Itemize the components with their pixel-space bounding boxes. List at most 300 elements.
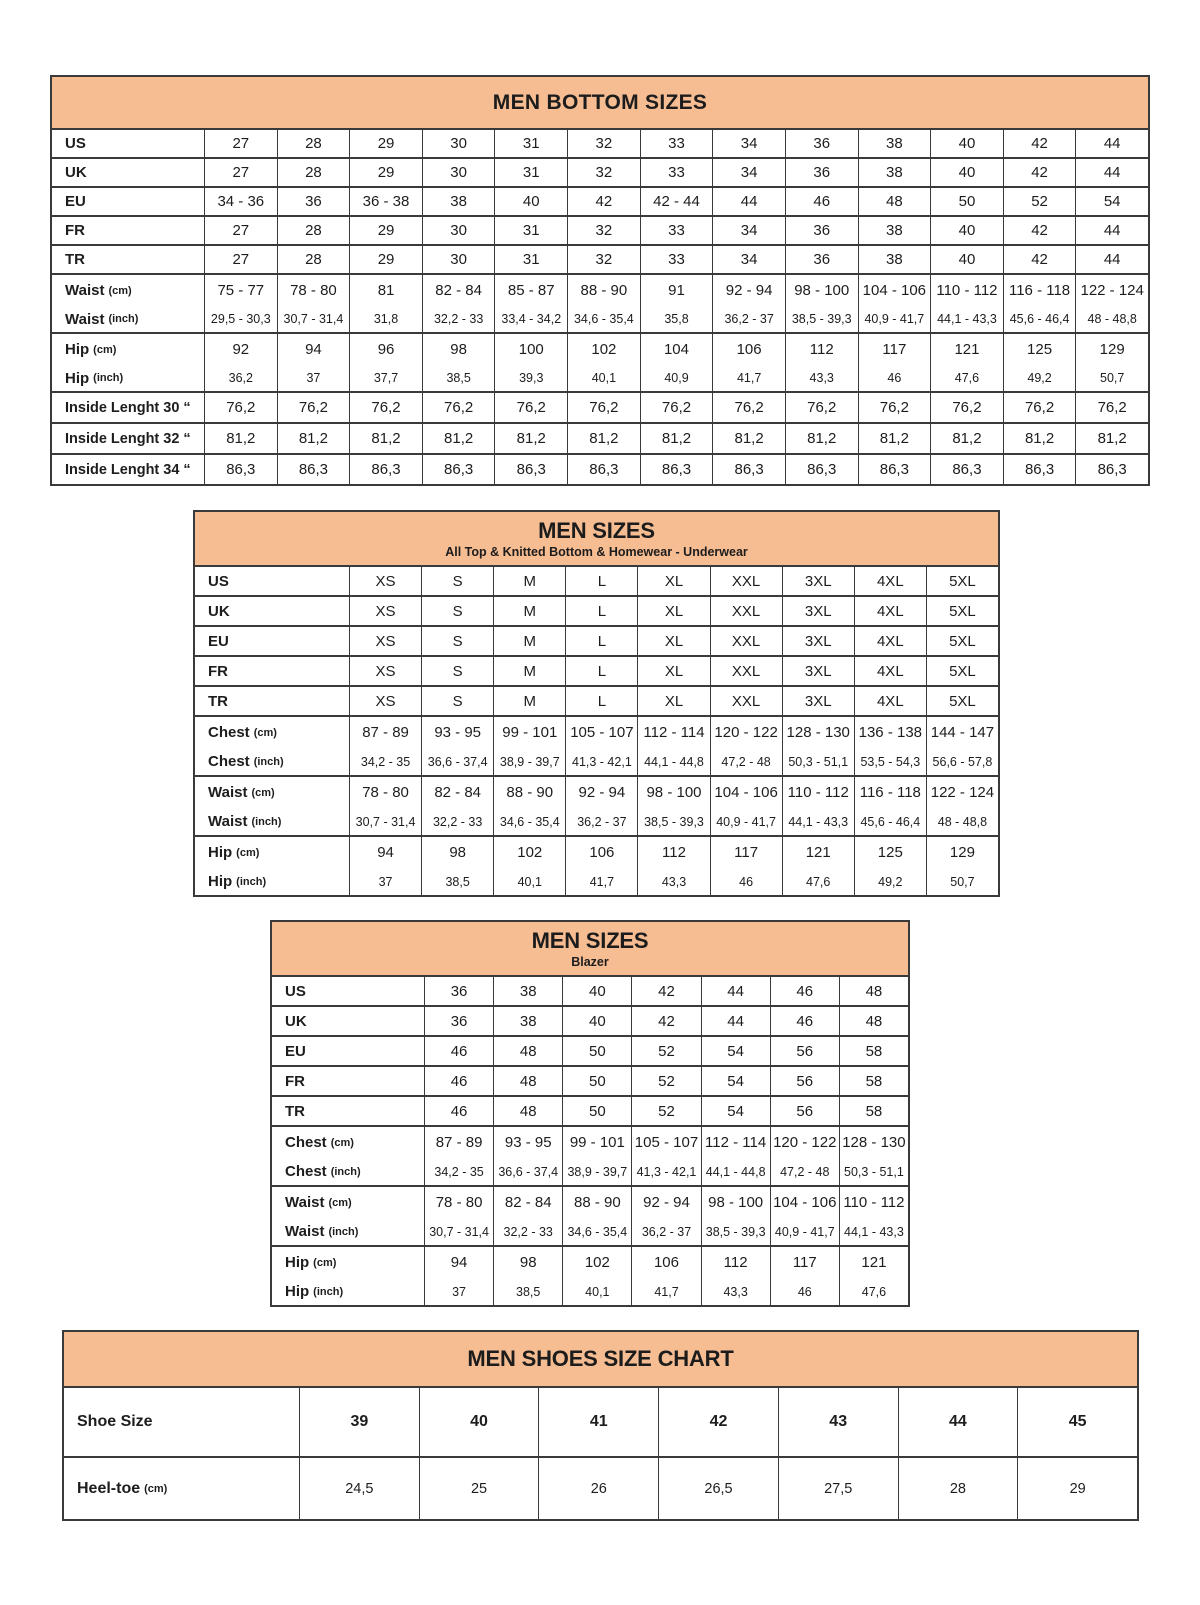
table-cell: 41,3 - 42,1 — [565, 748, 637, 775]
table-cell: 29 — [349, 246, 422, 273]
table-cell: 86,3 — [858, 455, 931, 484]
table-cell: 92 - 94 — [631, 1187, 700, 1218]
table-cell: 50,7 — [926, 868, 998, 895]
table-cell: 81,2 — [785, 424, 858, 453]
table-header — [64, 1332, 1137, 1388]
row-group — [52, 186, 1148, 215]
table-cell: 33,4 - 34,2 — [494, 306, 567, 332]
table-cell: 44,1 - 43,3 — [839, 1218, 908, 1245]
row-group — [195, 567, 998, 595]
table-cell: 122 - 124 — [926, 777, 998, 808]
table-cell: 112 — [637, 837, 709, 868]
table-cell: 44,1 - 43,3 — [930, 306, 1003, 332]
table-cell: 102 — [562, 1247, 631, 1278]
table-cell: 46 — [785, 188, 858, 215]
row-label: TR — [208, 692, 228, 710]
table-cell: 50 — [930, 188, 1003, 215]
table-cell: XL — [637, 657, 709, 685]
table-cell: 38 — [493, 1007, 562, 1035]
table-cell: 128 - 130 — [839, 1127, 908, 1158]
table-cell: 30 — [422, 159, 495, 186]
table-cell: 30,7 - 31,4 — [424, 1218, 493, 1245]
table-cell: 110 - 112 — [782, 777, 854, 808]
table-cell: 40 — [930, 130, 1003, 157]
table-cell: 81,2 — [930, 424, 1003, 453]
table-cell: 36,6 - 37,4 — [493, 1158, 562, 1185]
table-cell: 42 — [1003, 246, 1076, 273]
table-cell: 33 — [640, 217, 713, 244]
table-row — [195, 657, 998, 685]
row-label: Chest (cm) — [285, 1134, 354, 1151]
table-cell: 44 — [701, 1007, 770, 1035]
table-cell: 86,3 — [277, 455, 350, 484]
table-cell: 36,6 - 37,4 — [421, 748, 493, 775]
row-group — [195, 685, 998, 715]
table-cell: 88 - 90 — [567, 275, 640, 306]
row-label: UK — [208, 602, 230, 620]
table-cell: 46 — [424, 1097, 493, 1125]
table-cell: 33 — [640, 159, 713, 186]
table-row — [52, 365, 1148, 391]
row-label: Waist (inch) — [208, 813, 282, 830]
table-row — [64, 1388, 1137, 1456]
table-cell: 58 — [839, 1067, 908, 1095]
table-cell: 128 - 130 — [782, 717, 854, 748]
table-cell: 112 - 114 — [701, 1127, 770, 1158]
table-cell: 27 — [204, 159, 277, 186]
table-row — [195, 868, 998, 895]
table-cell: 44 — [1075, 246, 1148, 273]
row-group — [52, 332, 1148, 391]
table-cell: 34 — [712, 130, 785, 157]
row-group — [52, 157, 1148, 186]
row-label: Inside Lenght 30 “ — [65, 399, 191, 416]
table-cell: 31,8 — [349, 306, 422, 332]
table-cell: 86,3 — [640, 455, 713, 484]
table-row — [52, 275, 1148, 306]
table-cell: 42 — [658, 1388, 778, 1456]
table-cell: XL — [637, 627, 709, 655]
table-cell: 42 — [631, 977, 700, 1005]
table-cell: 42 — [1003, 130, 1076, 157]
table-cell: 32,2 - 33 — [421, 808, 493, 835]
table-cell: 5XL — [926, 657, 998, 685]
table-cell: 40 — [562, 1007, 631, 1035]
row-label: Inside Lenght 34 “ — [65, 461, 191, 478]
table-cell: 42 — [567, 188, 640, 215]
table-row — [272, 1067, 908, 1095]
table-cell: XS — [349, 657, 421, 685]
table-cell: 116 - 118 — [1003, 275, 1076, 306]
table-cell: 85 - 87 — [494, 275, 567, 306]
table-cell: 38,5 - 39,3 — [637, 808, 709, 835]
table-row — [272, 1037, 908, 1065]
table-cell: 100 — [494, 334, 567, 365]
table-cell: L — [565, 627, 637, 655]
table-cell: 76,2 — [1075, 393, 1148, 422]
table-cell: 110 - 112 — [930, 275, 1003, 306]
table-cell: 32,2 - 33 — [422, 306, 495, 332]
table-cell: 48 - 48,8 — [926, 808, 998, 835]
row-group — [52, 130, 1148, 157]
row-label: Chest (inch) — [208, 753, 284, 770]
table-cell: 52 — [631, 1097, 700, 1125]
table-cell: 121 — [782, 837, 854, 868]
table-cell: 34,2 - 35 — [349, 748, 421, 775]
table-cell: 56,6 - 57,8 — [926, 748, 998, 775]
table-cell: 49,2 — [1003, 365, 1076, 391]
table-cell: XXL — [710, 687, 782, 715]
row-group — [195, 715, 998, 775]
table-cell: 47,6 — [782, 868, 854, 895]
table-row — [195, 687, 998, 715]
table-cell: 99 - 101 — [493, 717, 565, 748]
table-cell: 116 - 118 — [854, 777, 926, 808]
table-cell: M — [493, 657, 565, 685]
table-cell: 37 — [424, 1278, 493, 1305]
table-cell: 3XL — [782, 687, 854, 715]
table-cell: 38 — [858, 217, 931, 244]
table-cell: 46 — [770, 1007, 839, 1035]
row-label: UK — [285, 1012, 307, 1030]
table-cell: 27 — [204, 246, 277, 273]
table-cell: 44 — [1075, 130, 1148, 157]
table-subtitle: All Top & Knitted Bottom & Homewear - Underwear — [445, 545, 748, 559]
table-cell: 5XL — [926, 567, 998, 595]
table-cell: 38 — [858, 159, 931, 186]
table-cell: 27,5 — [778, 1458, 898, 1519]
table-cell: 81,2 — [712, 424, 785, 453]
table-header — [195, 512, 998, 567]
table-cell: 27 — [204, 217, 277, 244]
table-cell: 44 — [1075, 159, 1148, 186]
table-cell: S — [421, 597, 493, 625]
row-label: UK — [65, 164, 87, 181]
table-cell: 94 — [424, 1247, 493, 1278]
table-cell: 76,2 — [204, 393, 277, 422]
table-cell: 29 — [349, 130, 422, 157]
table-cell: 106 — [565, 837, 637, 868]
table-cell: 86,3 — [494, 455, 567, 484]
table-body — [272, 977, 908, 1305]
table-cell: 4XL — [854, 627, 926, 655]
table-cell: 47,2 - 48 — [770, 1158, 839, 1185]
table-cell: 47,2 - 48 — [710, 748, 782, 775]
table-header — [52, 77, 1148, 130]
table-cell: 76,2 — [785, 393, 858, 422]
table-cell: 94 — [349, 837, 421, 868]
table-cell: 54 — [1075, 188, 1148, 215]
table-row — [195, 597, 998, 625]
table-cell: 44 — [712, 188, 785, 215]
table-cell: 39,3 — [494, 365, 567, 391]
table-row — [272, 977, 908, 1005]
table-cell: 86,3 — [349, 455, 422, 484]
table-row — [52, 334, 1148, 365]
table-cell: 93 - 95 — [493, 1127, 562, 1158]
table-cell: 36,2 - 37 — [631, 1218, 700, 1245]
row-group — [195, 775, 998, 835]
table-cell: 28 — [277, 246, 350, 273]
table-cell: 81,2 — [1003, 424, 1076, 453]
table-cell: 42 — [1003, 217, 1076, 244]
row-group — [272, 1035, 908, 1065]
table-cell: 46 — [770, 977, 839, 1005]
table-cell: L — [565, 687, 637, 715]
men-bottom-sizes-table — [50, 75, 1150, 486]
table-cell: 4XL — [854, 567, 926, 595]
table-cell: 28 — [277, 130, 350, 157]
table-cell: M — [493, 597, 565, 625]
table-cell: XL — [637, 597, 709, 625]
table-row — [52, 217, 1148, 244]
table-cell: 34 — [712, 217, 785, 244]
table-cell: 53,5 - 54,3 — [854, 748, 926, 775]
table-cell: 98 - 100 — [785, 275, 858, 306]
table-cell: 52 — [631, 1067, 700, 1095]
table-cell: 50,3 - 51,1 — [839, 1158, 908, 1185]
table-row — [272, 1097, 908, 1125]
table-cell: 40 — [930, 246, 1003, 273]
table-row — [195, 748, 998, 775]
table-cell: 30 — [422, 246, 495, 273]
table-cell: 35,8 — [640, 306, 713, 332]
row-group — [64, 1388, 1137, 1456]
row-label: Hip (inch) — [65, 369, 124, 387]
row-label: Waist (inch) — [285, 1223, 359, 1240]
table-cell: L — [565, 597, 637, 625]
table-cell: 40,1 — [567, 365, 640, 391]
table-cell: 36,2 - 37 — [712, 306, 785, 332]
table-cell: 144 - 147 — [926, 717, 998, 748]
table-cell: 76,2 — [930, 393, 1003, 422]
row-label: US — [208, 572, 229, 590]
table-cell: 44,1 - 44,8 — [701, 1158, 770, 1185]
table-cell: 3XL — [782, 657, 854, 685]
table-row — [52, 188, 1148, 215]
table-cell: 76,2 — [349, 393, 422, 422]
table-subtitle: Blazer — [571, 955, 609, 969]
table-cell: 3XL — [782, 597, 854, 625]
table-cell: XXL — [710, 567, 782, 595]
row-label: Inside Lenght 32 “ — [65, 430, 191, 447]
table-cell: 117 — [770, 1247, 839, 1278]
table-cell: 91 — [640, 275, 713, 306]
table-cell: XS — [349, 687, 421, 715]
table-cell: 112 — [785, 334, 858, 365]
row-label: Hip (cm) — [285, 1254, 337, 1271]
table-cell: XXL — [710, 597, 782, 625]
table-cell: 76,2 — [858, 393, 931, 422]
table-cell: 120 - 122 — [710, 717, 782, 748]
table-cell: 117 — [710, 837, 782, 868]
table-cell: 31 — [494, 130, 567, 157]
table-row — [195, 837, 998, 868]
table-cell: 50 — [562, 1067, 631, 1095]
table-cell: 81,2 — [1075, 424, 1148, 453]
row-label: FR — [208, 662, 228, 680]
table-cell: 36,2 - 37 — [565, 808, 637, 835]
table-cell: 37 — [349, 868, 421, 895]
table-cell: 34,6 - 35,4 — [562, 1218, 631, 1245]
table-cell: 30 — [422, 217, 495, 244]
table-cell: 54 — [701, 1067, 770, 1095]
table-cell: 58 — [839, 1037, 908, 1065]
table-cell: XS — [349, 627, 421, 655]
table-title: MEN BOTTOM SIZES — [492, 90, 708, 114]
table-cell: 81,2 — [349, 424, 422, 453]
table-cell: M — [493, 567, 565, 595]
table-cell: 121 — [930, 334, 1003, 365]
table-cell: 25 — [419, 1458, 539, 1519]
table-cell: 38,9 - 39,7 — [562, 1158, 631, 1185]
table-cell: 88 - 90 — [562, 1187, 631, 1218]
table-cell: 41,7 — [631, 1278, 700, 1305]
table-cell: 48 — [839, 1007, 908, 1035]
table-cell: 32 — [567, 246, 640, 273]
table-cell: 4XL — [854, 657, 926, 685]
table-cell: 78 - 80 — [349, 777, 421, 808]
table-cell: 81,2 — [277, 424, 350, 453]
table-cell: 32 — [567, 217, 640, 244]
table-cell: 56 — [770, 1037, 839, 1065]
table-cell: 81,2 — [858, 424, 931, 453]
table-cell: 34 - 36 — [204, 188, 277, 215]
row-label: Waist (cm) — [285, 1194, 352, 1211]
table-cell: 56 — [770, 1067, 839, 1095]
table-cell: 43 — [778, 1388, 898, 1456]
row-label: Chest (cm) — [208, 724, 277, 741]
row-label: Hip (inch) — [285, 1283, 344, 1300]
table-row — [272, 1007, 908, 1035]
table-cell: 98 - 100 — [637, 777, 709, 808]
table-cell: 104 — [640, 334, 713, 365]
table-cell: 45 — [1017, 1388, 1137, 1456]
table-cell: 76,2 — [567, 393, 640, 422]
table-cell: 50,7 — [1075, 365, 1148, 391]
table-cell: 54 — [701, 1037, 770, 1065]
table-cell: 34 — [712, 246, 785, 273]
table-cell: 76,2 — [494, 393, 567, 422]
table-cell: 121 — [839, 1247, 908, 1278]
table-cell: 44,1 - 44,8 — [637, 748, 709, 775]
table-cell: 46 — [858, 365, 931, 391]
table-cell: 98 - 100 — [701, 1187, 770, 1218]
table-cell: XS — [349, 597, 421, 625]
table-row — [195, 777, 998, 808]
table-cell: 5XL — [926, 627, 998, 655]
table-cell: 26,5 — [658, 1458, 778, 1519]
table-cell: 41,7 — [712, 365, 785, 391]
table-cell: 82 - 84 — [421, 777, 493, 808]
table-cell: 33 — [640, 246, 713, 273]
table-row — [272, 1127, 908, 1158]
table-cell: 36 — [785, 159, 858, 186]
table-cell: 33 — [640, 130, 713, 157]
table-row — [52, 159, 1148, 186]
table-cell: 93 - 95 — [421, 717, 493, 748]
table-cell: 42 — [1003, 159, 1076, 186]
table-cell: 4XL — [854, 687, 926, 715]
table-cell: 82 - 84 — [422, 275, 495, 306]
table-cell: 47,6 — [839, 1278, 908, 1305]
table-cell: 30 — [422, 130, 495, 157]
row-label: US — [285, 982, 306, 1000]
table-cell: 122 - 124 — [1075, 275, 1148, 306]
table-cell: 40,9 — [640, 365, 713, 391]
table-cell: 102 — [493, 837, 565, 868]
row-group — [272, 1125, 908, 1185]
table-cell: S — [421, 657, 493, 685]
table-row — [52, 246, 1148, 273]
table-cell: 41,7 — [565, 868, 637, 895]
table-cell: 36 — [785, 217, 858, 244]
row-label: Shoe Size — [77, 1413, 153, 1430]
table-cell: 98 — [421, 837, 493, 868]
table-row — [272, 1158, 908, 1185]
table-cell: 76,2 — [422, 393, 495, 422]
table-cell: 58 — [839, 1097, 908, 1125]
table-cell: 102 — [567, 334, 640, 365]
row-group — [272, 1245, 908, 1305]
table-cell: 50 — [562, 1037, 631, 1065]
table-cell: 86,3 — [712, 455, 785, 484]
table-cell: 86,3 — [785, 455, 858, 484]
table-cell: 78 - 80 — [424, 1187, 493, 1218]
row-group — [272, 1185, 908, 1245]
table-cell: 44 — [1075, 217, 1148, 244]
table-title: MEN SIZES — [531, 928, 649, 953]
table-row — [52, 424, 1148, 453]
table-cell: 98 — [422, 334, 495, 365]
table-cell: 34,6 - 35,4 — [567, 306, 640, 332]
table-cell: 36 — [785, 130, 858, 157]
table-cell: 30,7 - 31,4 — [277, 306, 350, 332]
table-row — [52, 306, 1148, 332]
table-row — [52, 393, 1148, 422]
table-cell: 50,3 - 51,1 — [782, 748, 854, 775]
row-label: FR — [65, 222, 85, 239]
table-cell: 40 — [562, 977, 631, 1005]
table-cell: 48 — [493, 1097, 562, 1125]
table-cell: 38,9 - 39,7 — [493, 748, 565, 775]
table-cell: 38,5 — [422, 365, 495, 391]
table-cell: 47,6 — [930, 365, 1003, 391]
table-cell: 36,2 — [204, 365, 277, 391]
table-cell: 41,3 - 42,1 — [631, 1158, 700, 1185]
table-cell: 38,5 — [421, 868, 493, 895]
table-cell: 40 — [930, 217, 1003, 244]
table-row — [272, 1218, 908, 1245]
table-cell: 96 — [349, 334, 422, 365]
men-sizes-blazer-table — [270, 920, 910, 1307]
table-cell: 28 — [277, 159, 350, 186]
table-cell: 104 - 106 — [770, 1187, 839, 1218]
table-row — [195, 567, 998, 595]
table-cell: 87 - 89 — [424, 1127, 493, 1158]
row-group — [52, 215, 1148, 244]
table-cell: 44 — [898, 1388, 1018, 1456]
table-cell: 5XL — [926, 687, 998, 715]
table-cell: 54 — [701, 1097, 770, 1125]
table-cell: 36 - 38 — [349, 188, 422, 215]
table-cell: 106 — [631, 1247, 700, 1278]
table-cell: 37 — [277, 365, 350, 391]
table-cell: 43,3 — [785, 365, 858, 391]
table-body — [195, 567, 998, 895]
table-cell: 32 — [567, 159, 640, 186]
table-cell: 105 - 107 — [565, 717, 637, 748]
